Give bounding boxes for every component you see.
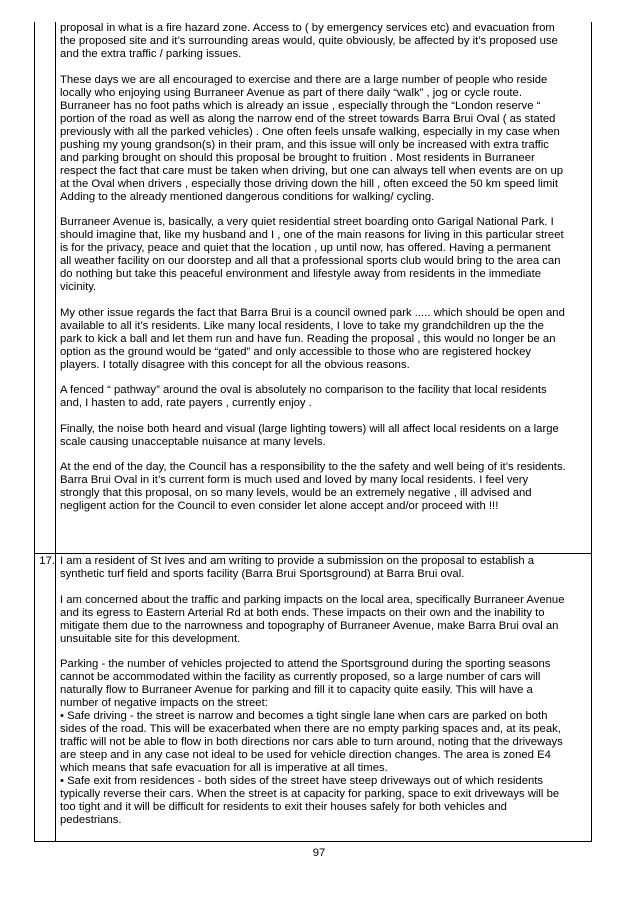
text-line: My other issue regards the fact that Barra Brui is a council owned park ..... which should be open and	[60, 306, 565, 319]
text-line: are steep and in any case not ideal to be used for vehicle direction changes. The area is zoned E4	[60, 749, 551, 761]
text-line: park to kick a ball and let them run and have fun. Reading the proposal , this would no longer be an	[60, 332, 556, 345]
text-line: Barra Brui Oval in it’s current form is much used and loved by many local residents. I feel very	[60, 474, 529, 486]
text-line: Finally, the noise both heard and visual (large lighting towers) will all affect local residents on a large	[60, 422, 559, 435]
text-line: I am a resident of St Ives and am writing to provide a submission on the proposal to establish a	[60, 555, 535, 567]
paragraph	[60, 594, 588, 646]
paragraph	[60, 658, 588, 827]
text-line: players. I totally disagree with this concept for all the obvious reasons.	[60, 358, 410, 371]
text-line: which means that safe evacuation for all is imperative at all times.	[60, 762, 388, 774]
text-line: typically reverse their cars. When the street is at capacity for parking, space to exit driveways will be	[60, 788, 560, 800]
text-line: vicinity.	[60, 281, 97, 293]
submission-row	[35, 553, 591, 842]
text-line: • Safe exit from residences - both sides of the street have steep driveways out of which residents	[60, 775, 544, 787]
paragraph	[60, 216, 588, 294]
text-line: all weather facility on our doorstep and all that a professional sports club would bring to the area can	[60, 255, 561, 267]
paragraph	[60, 22, 588, 61]
submission-text	[60, 22, 588, 526]
submission-row	[35, 22, 591, 553]
text-line: cannot be accommodated within the facility as currently proposed, so a large number of cars will	[60, 671, 541, 683]
paragraph	[60, 307, 588, 372]
text-line: I am concerned about the traffic and parking impacts on the local area, specifically Burraneer Avenue	[60, 593, 565, 606]
text-line: mitigate them due to the narrowness and topography of Burraneer Avenue, make Barra Brui oval an	[60, 619, 559, 632]
text-line: negligent action for the Council to even consider let alone accept and/or proceed with !!!	[60, 500, 499, 512]
text-line: is for the privacy, peace and quiet that the location , up until now, has offered. Having a permanent	[60, 242, 551, 254]
text-line: strongly that this proposal, on so many levels, would be an extremely negative , ill advised and	[60, 487, 532, 499]
text-line: synthetic turf field and sports facility (Barra Brui Sportsground) at Barra Brui oval.	[60, 568, 465, 580]
text-line: sides of the road. This will be exacerbated when there are no empty parking spaces and, at its peak,	[60, 723, 561, 735]
text-line: at the Oval when drivers , especially those driving down the hill , often exceed the 50 km speed limit	[60, 177, 558, 190]
text-line: scale causing unacceptable nuisance at many levels.	[60, 435, 326, 448]
text-line: At the end of the day, the Council has a responsibility to the the safety and well being of it’s residents.	[60, 461, 566, 473]
submission-text	[60, 555, 588, 840]
paragraph	[60, 74, 588, 204]
text-line: and the extra traffic / parking issues.	[60, 48, 242, 60]
text-line: previously with all the parked vehicles) . One often feels unsafe walking, especially in my case when	[60, 125, 560, 138]
text-line: the proposed site and it’s surrounding areas would, quite obviously, be affected by it’s proposed use	[60, 35, 558, 47]
text-line: pushing my young grandson(s) in their pram, and this issue will only be increased with extra traffic	[60, 138, 549, 151]
text-line: unsuitable site for this development.	[60, 632, 241, 645]
text-line: and parking brought on should this proposal be brought to fruition . Most residents in Burraneer	[60, 151, 535, 164]
text-line: Burraneer Avenue is, basically, a very quiet residential street boarding onto Garigal National Park. I	[60, 216, 554, 228]
text-line: A fenced “ pathway” around the oval is absolutely no comparison to the facility that local residents	[60, 384, 547, 396]
text-line: Parking - the number of vehicles projected to attend the Sportsground during the sporting seasons	[60, 658, 551, 670]
text-line: pedestrians.	[60, 814, 122, 826]
text-line: respect the fact that care must be taken when driving, but one can always tell when events are on up	[60, 164, 564, 177]
paragraph	[60, 384, 588, 410]
text-line: and its egress to Eastern Arterial Rd at both ends. These impacts on their own and the inability to	[60, 606, 545, 619]
paragraph	[60, 555, 588, 581]
page-number: 97	[312, 847, 326, 859]
text-line: should imagine that, like my husband and I , one of the main reasons for living in this particular street	[60, 229, 564, 241]
text-line: naturally flow to Burraneer Avenue for parking and fill it to capacity quite easily. This will have a	[60, 684, 533, 696]
text-line: do nothing but take this peaceful environment and lifestyle away from residents in the immediate	[60, 268, 542, 280]
text-line: Burraneer has no foot paths which is already an issue , especially through the “London reserve “	[60, 99, 541, 112]
text-line: locally who enjoying using Burraneer Avenue as part of there daily “walk” , jog or cycle route.	[60, 86, 522, 99]
text-line: traffic will not be able to flow in both directions nor cars able to turn around, noting that the driveways	[60, 736, 563, 748]
text-line: and, I hasten to add, rate payers , currently enjoy .	[60, 397, 312, 409]
submission-number: 17.	[39, 555, 55, 567]
text-line: These days we are all encouraged to exercise and there are a large number of people who reside	[60, 73, 548, 86]
text-line: too tight and it will be difficult for residents to exit their houses safely for both vehicles and	[60, 801, 507, 813]
text-line: available to all it’s residents. Like many local residents, I love to take my grandchildren up the the	[60, 319, 544, 332]
paragraph	[60, 461, 588, 513]
text-line: Adding to the already mentioned dangerous conditions for walking/ cycling.	[60, 190, 435, 203]
text-line: option as the ground would be “gated” and only accessible to those who are registered hockey	[60, 345, 531, 358]
text-line: number of negative impacts on the street:	[60, 697, 268, 709]
text-line: proposal in what is a fire hazard zone. Access to ( by emergency services etc) and evacuation from	[60, 22, 555, 34]
paragraph	[60, 423, 588, 449]
text-line: • Safe driving - the street is narrow and becomes a tight single lane when cars are parked on both	[60, 710, 548, 722]
text-line: portion of the road as well as along the narrow end of the street towards Barra Brui Oval ( as stated	[60, 112, 556, 125]
submissions-table	[34, 22, 592, 842]
